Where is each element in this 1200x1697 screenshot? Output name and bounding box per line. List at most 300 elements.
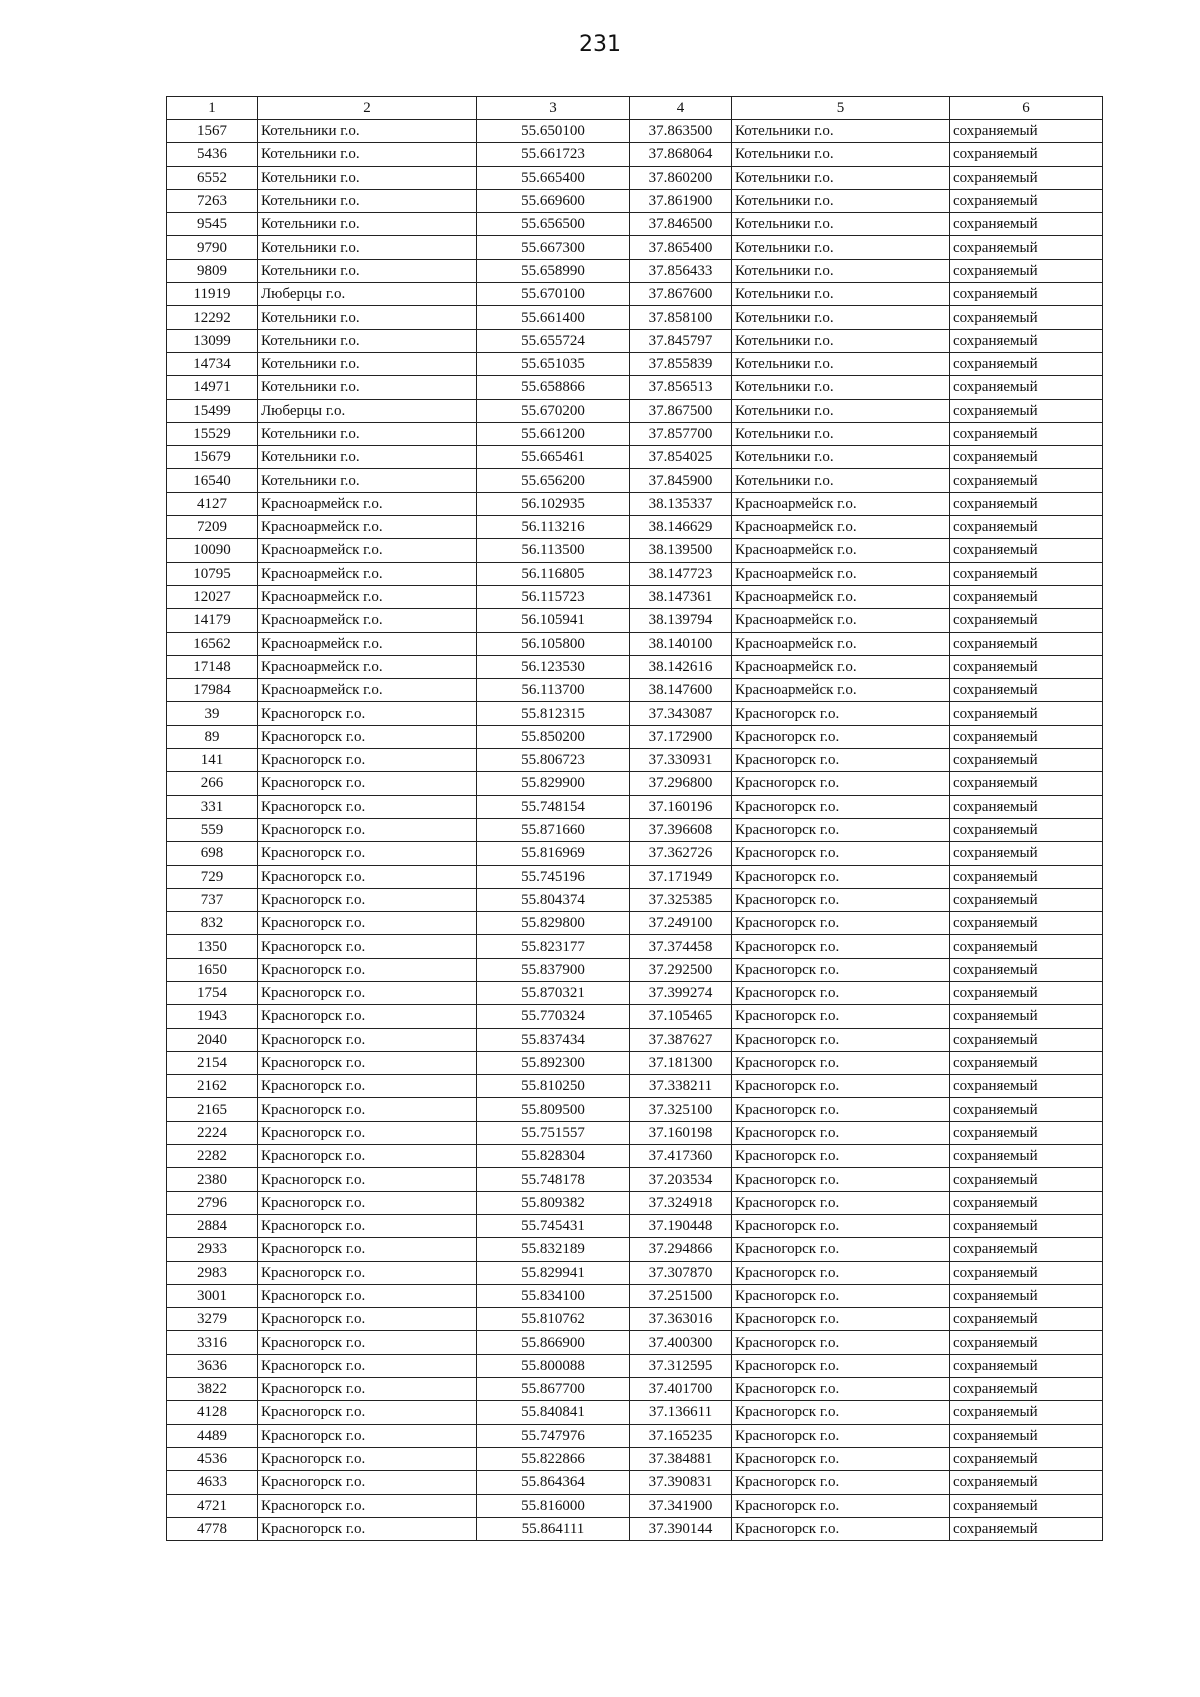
cell-location: Котельники г.о. xyxy=(732,283,950,306)
cell-municipality: Красногорск г.о. xyxy=(258,1517,477,1540)
cell-municipality: Котельники г.о. xyxy=(258,120,477,143)
cell-latitude: 55.747976 xyxy=(477,1424,630,1447)
cell-latitude: 55.834100 xyxy=(477,1284,630,1307)
table-row xyxy=(167,166,1103,189)
cell-location: Котельники г.о. xyxy=(732,259,950,282)
cell-longitude: 37.249100 xyxy=(630,912,732,935)
table-row xyxy=(167,1214,1103,1237)
cell-latitude: 55.748154 xyxy=(477,795,630,818)
cell-id: 9790 xyxy=(167,236,258,259)
cell-longitude: 37.390831 xyxy=(630,1471,732,1494)
cell-municipality: Красногорск г.о. xyxy=(258,749,477,772)
cell-latitude: 55.751557 xyxy=(477,1121,630,1144)
cell-location: Красногорск г.о. xyxy=(732,912,950,935)
table-row xyxy=(167,1447,1103,1470)
cell-status: сохраняемый xyxy=(950,1191,1103,1214)
table-row xyxy=(167,143,1103,166)
cell-longitude: 37.857700 xyxy=(630,422,732,445)
cell-latitude: 55.829941 xyxy=(477,1261,630,1284)
cell-municipality: Красногорск г.о. xyxy=(258,1331,477,1354)
cell-longitude: 37.858100 xyxy=(630,306,732,329)
cell-longitude: 38.135337 xyxy=(630,492,732,515)
cell-longitude: 37.384881 xyxy=(630,1447,732,1470)
table-row xyxy=(167,1168,1103,1191)
cell-status: сохраняемый xyxy=(950,469,1103,492)
table-row xyxy=(167,1517,1103,1540)
cell-municipality: Красногорск г.о. xyxy=(258,1308,477,1331)
cell-longitude: 37.338211 xyxy=(630,1075,732,1098)
cell-longitude: 37.401700 xyxy=(630,1378,732,1401)
cell-status: сохраняемый xyxy=(950,329,1103,352)
cell-status: сохраняемый xyxy=(950,1121,1103,1144)
table-row xyxy=(167,818,1103,841)
cell-status: сохраняемый xyxy=(950,1447,1103,1470)
cell-id: 141 xyxy=(167,749,258,772)
cell-location: Красногорск г.о. xyxy=(732,1051,950,1074)
cell-id: 14734 xyxy=(167,352,258,375)
cell-location: Красногорск г.о. xyxy=(732,958,950,981)
cell-id: 3001 xyxy=(167,1284,258,1307)
cell-status: сохраняемый xyxy=(950,1168,1103,1191)
cell-municipality: Красногорск г.о. xyxy=(258,1471,477,1494)
cell-status: сохраняемый xyxy=(950,1517,1103,1540)
cell-latitude: 55.812315 xyxy=(477,702,630,725)
cell-municipality: Красногорск г.о. xyxy=(258,958,477,981)
table-row xyxy=(167,492,1103,515)
cell-longitude: 37.341900 xyxy=(630,1494,732,1517)
table-row xyxy=(167,749,1103,772)
table-row xyxy=(167,795,1103,818)
cell-id: 17984 xyxy=(167,679,258,702)
cell-id: 11919 xyxy=(167,283,258,306)
cell-status: сохраняемый xyxy=(950,818,1103,841)
cell-latitude: 55.806723 xyxy=(477,749,630,772)
cell-location: Красногорск г.о. xyxy=(732,818,950,841)
cell-status: сохраняемый xyxy=(950,1075,1103,1098)
cell-latitude: 55.665400 xyxy=(477,166,630,189)
cell-latitude: 56.113216 xyxy=(477,516,630,539)
cell-location: Красногорск г.о. xyxy=(732,725,950,748)
table-row xyxy=(167,1331,1103,1354)
table-row xyxy=(167,585,1103,608)
cell-status: сохраняемый xyxy=(950,492,1103,515)
cell-municipality: Котельники г.о. xyxy=(258,143,477,166)
cell-id: 12027 xyxy=(167,585,258,608)
cell-municipality: Красногорск г.о. xyxy=(258,1447,477,1470)
table-row xyxy=(167,1378,1103,1401)
cell-municipality: Красноармейск г.о. xyxy=(258,585,477,608)
cell-latitude: 55.840841 xyxy=(477,1401,630,1424)
cell-id: 331 xyxy=(167,795,258,818)
cell-status: сохраняемый xyxy=(950,585,1103,608)
cell-status: сохраняемый xyxy=(950,1331,1103,1354)
table-row xyxy=(167,1191,1103,1214)
cell-latitude: 55.850200 xyxy=(477,725,630,748)
cell-longitude: 37.390144 xyxy=(630,1517,732,1540)
header-row xyxy=(167,97,1103,120)
cell-location: Красноармейск г.о. xyxy=(732,562,950,585)
cell-id: 10090 xyxy=(167,539,258,562)
table-row xyxy=(167,655,1103,678)
cell-municipality: Красноармейск г.о. xyxy=(258,609,477,632)
cell-location: Красногорск г.о. xyxy=(732,1308,950,1331)
table-row xyxy=(167,1005,1103,1028)
header-cell-2: 2 xyxy=(258,97,477,120)
cell-municipality: Красноармейск г.о. xyxy=(258,679,477,702)
cell-status: сохраняемый xyxy=(950,259,1103,282)
cell-location: Котельники г.о. xyxy=(732,143,950,166)
table-row xyxy=(167,842,1103,865)
table-body xyxy=(167,120,1103,1541)
cell-location: Красноармейск г.о. xyxy=(732,679,950,702)
cell-latitude: 55.658990 xyxy=(477,259,630,282)
cell-status: сохраняемый xyxy=(950,795,1103,818)
table-row xyxy=(167,1121,1103,1144)
cell-status: сохраняемый xyxy=(950,981,1103,1004)
cell-id: 10795 xyxy=(167,562,258,585)
cell-status: сохраняемый xyxy=(950,1005,1103,1028)
cell-id: 15529 xyxy=(167,422,258,445)
cell-municipality: Котельники г.о. xyxy=(258,259,477,282)
cell-longitude: 37.343087 xyxy=(630,702,732,725)
table-row xyxy=(167,772,1103,795)
table-row xyxy=(167,1494,1103,1517)
cell-status: сохраняемый xyxy=(950,1401,1103,1424)
cell-municipality: Красногорск г.о. xyxy=(258,935,477,958)
cell-id: 2154 xyxy=(167,1051,258,1074)
cell-status: сохраняемый xyxy=(950,120,1103,143)
cell-id: 2040 xyxy=(167,1028,258,1051)
table-row xyxy=(167,306,1103,329)
cell-latitude: 55.661200 xyxy=(477,422,630,445)
cell-id: 5436 xyxy=(167,143,258,166)
cell-latitude: 55.864364 xyxy=(477,1471,630,1494)
table-row xyxy=(167,1028,1103,1051)
cell-location: Красногорск г.о. xyxy=(732,1517,950,1540)
cell-latitude: 55.870321 xyxy=(477,981,630,1004)
cell-id: 2933 xyxy=(167,1238,258,1261)
cell-status: сохраняемый xyxy=(950,772,1103,795)
cell-latitude: 55.665461 xyxy=(477,446,630,469)
cell-status: сохраняемый xyxy=(950,1098,1103,1121)
cell-location: Красногорск г.о. xyxy=(732,772,950,795)
cell-status: сохраняемый xyxy=(950,632,1103,655)
header-cell-1: 1 xyxy=(167,97,258,120)
cell-longitude: 37.845900 xyxy=(630,469,732,492)
cell-longitude: 37.362726 xyxy=(630,842,732,865)
cell-longitude: 37.312595 xyxy=(630,1354,732,1377)
cell-location: Красногорск г.о. xyxy=(732,1168,950,1191)
cell-status: сохраняемый xyxy=(950,189,1103,212)
table-row xyxy=(167,422,1103,445)
cell-id: 13099 xyxy=(167,329,258,352)
header-cell-4: 4 xyxy=(630,97,732,120)
table-row xyxy=(167,236,1103,259)
cell-longitude: 37.868064 xyxy=(630,143,732,166)
cell-longitude: 38.147723 xyxy=(630,562,732,585)
cell-location: Красноармейск г.о. xyxy=(732,585,950,608)
table-row xyxy=(167,516,1103,539)
cell-id: 15499 xyxy=(167,399,258,422)
cell-longitude: 37.863500 xyxy=(630,120,732,143)
cell-location: Красногорск г.о. xyxy=(732,1494,950,1517)
table-row xyxy=(167,912,1103,935)
table-row xyxy=(167,865,1103,888)
cell-location: Красногорск г.о. xyxy=(732,702,950,725)
cell-longitude: 37.160198 xyxy=(630,1121,732,1144)
cell-location: Красноармейск г.о. xyxy=(732,539,950,562)
cell-longitude: 37.867600 xyxy=(630,283,732,306)
cell-municipality: Красногорск г.о. xyxy=(258,1191,477,1214)
cell-status: сохраняемый xyxy=(950,749,1103,772)
cell-municipality: Котельники г.о. xyxy=(258,166,477,189)
cell-location: Красногорск г.о. xyxy=(732,1005,950,1028)
header-cell-6: 6 xyxy=(950,97,1103,120)
cell-longitude: 37.846500 xyxy=(630,213,732,236)
table-row xyxy=(167,329,1103,352)
cell-location: Красногорск г.о. xyxy=(732,935,950,958)
cell-longitude: 37.324918 xyxy=(630,1191,732,1214)
cell-location: Котельники г.о. xyxy=(732,469,950,492)
cell-id: 9545 xyxy=(167,213,258,236)
cell-latitude: 56.102935 xyxy=(477,492,630,515)
cell-municipality: Котельники г.о. xyxy=(258,422,477,445)
cell-municipality: Красногорск г.о. xyxy=(258,1005,477,1028)
cell-latitude: 55.655724 xyxy=(477,329,630,352)
cell-latitude: 56.115723 xyxy=(477,585,630,608)
cell-municipality: Красногорск г.о. xyxy=(258,1494,477,1517)
cell-status: сохраняемый xyxy=(950,1378,1103,1401)
cell-status: сохраняемый xyxy=(950,306,1103,329)
cell-latitude: 55.670200 xyxy=(477,399,630,422)
cell-status: сохраняемый xyxy=(950,1028,1103,1051)
cell-latitude: 55.656500 xyxy=(477,213,630,236)
cell-latitude: 55.669600 xyxy=(477,189,630,212)
cell-latitude: 55.661400 xyxy=(477,306,630,329)
cell-id: 89 xyxy=(167,725,258,748)
cell-municipality: Котельники г.о. xyxy=(258,189,477,212)
cell-status: сохраняемый xyxy=(950,609,1103,632)
cell-id: 7209 xyxy=(167,516,258,539)
cell-municipality: Красногорск г.о. xyxy=(258,1051,477,1074)
cell-id: 3279 xyxy=(167,1308,258,1331)
cell-status: сохраняемый xyxy=(950,376,1103,399)
cell-longitude: 37.251500 xyxy=(630,1284,732,1307)
cell-municipality: Котельники г.о. xyxy=(258,376,477,399)
cell-longitude: 37.171949 xyxy=(630,865,732,888)
table-row xyxy=(167,1261,1103,1284)
cell-latitude: 56.123530 xyxy=(477,655,630,678)
cell-location: Красногорск г.о. xyxy=(732,1238,950,1261)
table-row xyxy=(167,1401,1103,1424)
cell-municipality: Красногорск г.о. xyxy=(258,1238,477,1261)
cell-latitude: 55.670100 xyxy=(477,283,630,306)
cell-location: Котельники г.о. xyxy=(732,236,950,259)
cell-municipality: Красногорск г.о. xyxy=(258,772,477,795)
cell-municipality: Красноармейск г.о. xyxy=(258,539,477,562)
cell-id: 729 xyxy=(167,865,258,888)
cell-municipality: Красногорск г.о. xyxy=(258,1121,477,1144)
cell-longitude: 37.856433 xyxy=(630,259,732,282)
cell-status: сохраняемый xyxy=(950,446,1103,469)
cell-location: Котельники г.о. xyxy=(732,189,950,212)
cell-latitude: 55.816000 xyxy=(477,1494,630,1517)
table-row xyxy=(167,376,1103,399)
cell-status: сохраняемый xyxy=(950,888,1103,911)
cell-status: сохраняемый xyxy=(950,958,1103,981)
cell-longitude: 37.307870 xyxy=(630,1261,732,1284)
cell-municipality: Красногорск г.о. xyxy=(258,888,477,911)
cell-latitude: 55.770324 xyxy=(477,1005,630,1028)
cell-municipality: Красногорск г.о. xyxy=(258,1145,477,1168)
cell-longitude: 37.325385 xyxy=(630,888,732,911)
cell-id: 4536 xyxy=(167,1447,258,1470)
cell-location: Красногорск г.о. xyxy=(732,1471,950,1494)
cell-latitude: 56.105800 xyxy=(477,632,630,655)
cell-location: Котельники г.о. xyxy=(732,213,950,236)
cell-status: сохраняемый xyxy=(950,352,1103,375)
cell-latitude: 56.105941 xyxy=(477,609,630,632)
table-row xyxy=(167,399,1103,422)
cell-id: 2884 xyxy=(167,1214,258,1237)
cell-latitude: 55.837434 xyxy=(477,1028,630,1051)
cell-id: 266 xyxy=(167,772,258,795)
table-row xyxy=(167,1051,1103,1074)
table-row xyxy=(167,562,1103,585)
cell-id: 2380 xyxy=(167,1168,258,1191)
cell-location: Красноармейск г.о. xyxy=(732,492,950,515)
table-row xyxy=(167,213,1103,236)
cell-status: сохраняемый xyxy=(950,912,1103,935)
cell-longitude: 37.325100 xyxy=(630,1098,732,1121)
cell-status: сохраняемый xyxy=(950,1471,1103,1494)
cell-status: сохраняемый xyxy=(950,1494,1103,1517)
cell-municipality: Красногорск г.о. xyxy=(258,1401,477,1424)
header-cell-5: 5 xyxy=(732,97,950,120)
cell-longitude: 38.147361 xyxy=(630,585,732,608)
cell-latitude: 56.113700 xyxy=(477,679,630,702)
cell-id: 2162 xyxy=(167,1075,258,1098)
cell-municipality: Красногорск г.о. xyxy=(258,1214,477,1237)
cell-id: 3636 xyxy=(167,1354,258,1377)
cell-id: 2224 xyxy=(167,1121,258,1144)
cell-id: 7263 xyxy=(167,189,258,212)
cell-location: Красногорск г.о. xyxy=(732,795,950,818)
cell-location: Красноармейск г.о. xyxy=(732,632,950,655)
cell-location: Котельники г.о. xyxy=(732,120,950,143)
cell-id: 2796 xyxy=(167,1191,258,1214)
cell-longitude: 37.387627 xyxy=(630,1028,732,1051)
cell-municipality: Красногорск г.о. xyxy=(258,818,477,841)
cell-latitude: 55.828304 xyxy=(477,1145,630,1168)
cell-latitude: 55.871660 xyxy=(477,818,630,841)
cell-municipality: Красногорск г.о. xyxy=(258,1261,477,1284)
cell-longitude: 37.417360 xyxy=(630,1145,732,1168)
cell-longitude: 37.292500 xyxy=(630,958,732,981)
cell-latitude: 55.745196 xyxy=(477,865,630,888)
cell-municipality: Котельники г.о. xyxy=(258,352,477,375)
table-row xyxy=(167,539,1103,562)
cell-status: сохраняемый xyxy=(950,842,1103,865)
table-header xyxy=(167,97,1103,120)
cell-longitude: 37.294866 xyxy=(630,1238,732,1261)
cell-id: 1350 xyxy=(167,935,258,958)
cell-longitude: 37.330931 xyxy=(630,749,732,772)
cell-location: Красногорск г.о. xyxy=(732,1401,950,1424)
table-row xyxy=(167,446,1103,469)
cell-latitude: 56.113500 xyxy=(477,539,630,562)
cell-municipality: Красногорск г.о. xyxy=(258,842,477,865)
cell-latitude: 55.661723 xyxy=(477,143,630,166)
cell-location: Красноармейск г.о. xyxy=(732,609,950,632)
cell-longitude: 38.142616 xyxy=(630,655,732,678)
cell-latitude: 55.667300 xyxy=(477,236,630,259)
cell-location: Котельники г.о. xyxy=(732,166,950,189)
table-row xyxy=(167,609,1103,632)
cell-id: 4127 xyxy=(167,492,258,515)
cell-latitude: 55.829900 xyxy=(477,772,630,795)
cell-id: 1650 xyxy=(167,958,258,981)
table-row xyxy=(167,702,1103,725)
cell-longitude: 37.845797 xyxy=(630,329,732,352)
cell-latitude: 55.809500 xyxy=(477,1098,630,1121)
cell-location: Красногорск г.о. xyxy=(732,1424,950,1447)
cell-location: Красногорск г.о. xyxy=(732,1447,950,1470)
cell-location: Красногорск г.о. xyxy=(732,749,950,772)
cell-id: 737 xyxy=(167,888,258,911)
cell-latitude: 55.650100 xyxy=(477,120,630,143)
cell-municipality: Красноармейск г.о. xyxy=(258,492,477,515)
header-cell-3: 3 xyxy=(477,97,630,120)
cell-longitude: 37.203534 xyxy=(630,1168,732,1191)
table-row xyxy=(167,1308,1103,1331)
cell-longitude: 37.399274 xyxy=(630,981,732,1004)
cell-status: сохраняемый xyxy=(950,935,1103,958)
cell-latitude: 56.116805 xyxy=(477,562,630,585)
table-row xyxy=(167,283,1103,306)
cell-latitude: 55.748178 xyxy=(477,1168,630,1191)
cell-latitude: 55.892300 xyxy=(477,1051,630,1074)
cell-longitude: 37.400300 xyxy=(630,1331,732,1354)
table-row xyxy=(167,120,1103,143)
cell-municipality: Красногорск г.о. xyxy=(258,1028,477,1051)
table-row xyxy=(167,1354,1103,1377)
cell-longitude: 38.140100 xyxy=(630,632,732,655)
cell-id: 4489 xyxy=(167,1424,258,1447)
cell-municipality: Котельники г.о. xyxy=(258,236,477,259)
cell-municipality: Красноармейск г.о. xyxy=(258,516,477,539)
cell-longitude: 37.855839 xyxy=(630,352,732,375)
cell-municipality: Красногорск г.о. xyxy=(258,702,477,725)
table-row xyxy=(167,935,1103,958)
cell-longitude: 37.160196 xyxy=(630,795,732,818)
cell-location: Котельники г.о. xyxy=(732,329,950,352)
cell-status: сохраняемый xyxy=(950,562,1103,585)
cell-latitude: 55.829800 xyxy=(477,912,630,935)
cell-latitude: 55.810250 xyxy=(477,1075,630,1098)
cell-location: Красногорск г.о. xyxy=(732,842,950,865)
cell-status: сохраняемый xyxy=(950,236,1103,259)
cell-longitude: 38.147600 xyxy=(630,679,732,702)
cell-municipality: Люберцы г.о. xyxy=(258,399,477,422)
cell-id: 2165 xyxy=(167,1098,258,1121)
cell-id: 17148 xyxy=(167,655,258,678)
cell-latitude: 55.809382 xyxy=(477,1191,630,1214)
table-row xyxy=(167,1145,1103,1168)
cell-longitude: 37.105465 xyxy=(630,1005,732,1028)
table-row xyxy=(167,1075,1103,1098)
cell-status: сохраняемый xyxy=(950,1261,1103,1284)
